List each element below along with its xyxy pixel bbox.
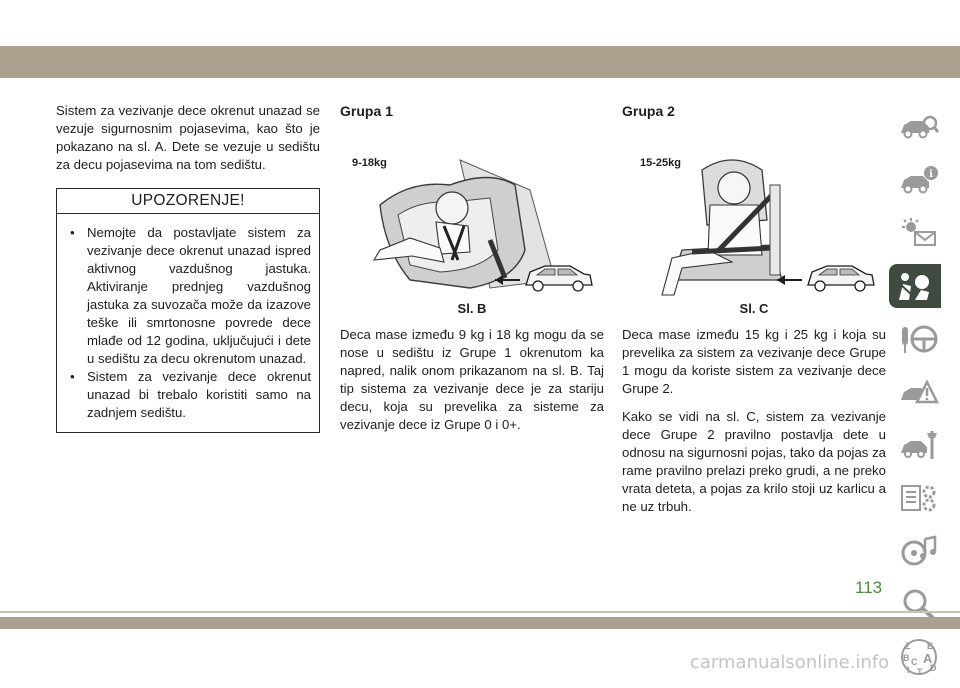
- body-paragraph: Kako se vidi na sl. C, sistem za vezivanje dece Grupe 2 pravilno postavlja dete u odnosu na sigurnosni pojas, tako da pojas za rame pravilno prelazi preko grudi, a ne preko vrata deteta, a pojas za krilo stoji uz karlicu a ne uz trbuh.: [622, 409, 886, 514]
- svg-text:B: B: [903, 653, 910, 663]
- booster-seat-group2-illustration: [622, 130, 886, 302]
- figure-caption: Sl. C: [739, 301, 769, 316]
- svg-text:E: E: [927, 641, 934, 651]
- figure-b: [340, 130, 604, 318]
- column-right: [622, 102, 886, 526]
- svg-text:A: A: [923, 651, 933, 666]
- warning-title: UPOZORENJE!: [57, 189, 319, 214]
- svg-text:C: C: [911, 657, 918, 667]
- tab-safety[interactable]: [889, 264, 941, 308]
- section-heading: Grupa 1: [340, 103, 393, 119]
- weight-label: 15-25kg: [640, 157, 681, 169]
- warning-item: • Nemojte da postavljate sistem za vezivanje dece okrenut unazad ispred aktivnog vazdušnog jastuka. Aktiviranje prednjeg vazdušnog jastuka za suvozača može da izazove teške ili smrtonosne povrede dece mlađe od 12 godina, uključujući i dete u sedištu za decu okrenutom unazad.: [65, 224, 311, 368]
- car-magnifier-icon: [899, 111, 939, 143]
- svg-text:I: I: [907, 665, 910, 675]
- weight-label: 9-18kg: [352, 157, 387, 169]
- body-paragraph: Deca mase između 15 kg i 25 kg i koja su prevelika za sistem za vezivanje dece Grupe 1 mogu da koriste sistem za vezivanje dece Grupe 2.: [622, 327, 886, 396]
- page-number: 113: [855, 578, 883, 597]
- chapter-tabs: [893, 105, 945, 688]
- warning-list: [57, 214, 319, 432]
- tab-vehicle-overview[interactable]: [897, 105, 941, 149]
- specifications-gear-icon: [899, 482, 939, 514]
- watermark: carmanualsonline.info: [690, 652, 890, 673]
- dashboard-lights-message-icon: [899, 217, 939, 249]
- svg-text:T: T: [917, 667, 923, 677]
- tab-starting-driving[interactable]: [897, 317, 941, 361]
- figure-c: [622, 130, 886, 318]
- body-paragraph: Deca mase između 9 kg i 18 kg mogu da se nose u sedištu iz Grupe 1 okrenutom ka napred, nalik onom prikazanom na sl. B. Taj tip sistema za vezivanje dece je za stariju decu, koja su prevelika za sisteme za vezivanje dece iz Grupe 0 i 0+.: [340, 327, 604, 432]
- tab-index[interactable]: [897, 635, 941, 679]
- search-icon: [899, 588, 939, 620]
- tab-technical-specifications[interactable]: [897, 476, 941, 520]
- multimedia-icon: [899, 535, 939, 567]
- tab-vehicle-info[interactable]: [897, 158, 941, 202]
- tab-service-maintenance[interactable]: [897, 423, 941, 467]
- car-warning-icon: [899, 376, 939, 408]
- intro-paragraph: Sistem za vezivanje dece okrenut unazad se vezuje sigurnosnim pojasevima, kao što je pokazano na sl. A. Dete se vezuje u sedištu za decu pojasevima na tom sedištu.: [56, 103, 320, 172]
- tab-multimedia[interactable]: [897, 529, 941, 573]
- svg-text:Z: Z: [905, 641, 911, 651]
- tab-emergency[interactable]: [897, 370, 941, 414]
- car-tools-icon: [899, 429, 939, 461]
- index-letters-icon: [899, 637, 939, 677]
- header-band: [0, 46, 960, 78]
- car-info-icon: [899, 164, 939, 196]
- warning-box: [56, 188, 320, 433]
- footer-line: [0, 611, 960, 613]
- steering-key-icon: [899, 323, 939, 355]
- warning-item: • Sistem za vezivanje dece okrenut unazad bi trebalo koristiti samo na zadnjem sedištu.: [65, 368, 311, 422]
- footer-band: [0, 617, 960, 629]
- tab-instrument-panel[interactable]: [897, 211, 941, 255]
- svg-text:i: i: [929, 169, 933, 180]
- safety-airbag-icon: [895, 270, 935, 302]
- column-left: [56, 102, 320, 433]
- column-middle: [340, 102, 604, 444]
- child-seat-group1-illustration: [340, 130, 604, 302]
- figure-caption: Sl. B: [457, 301, 487, 316]
- svg-text:D: D: [930, 663, 937, 673]
- section-heading: Grupa 2: [622, 103, 675, 119]
